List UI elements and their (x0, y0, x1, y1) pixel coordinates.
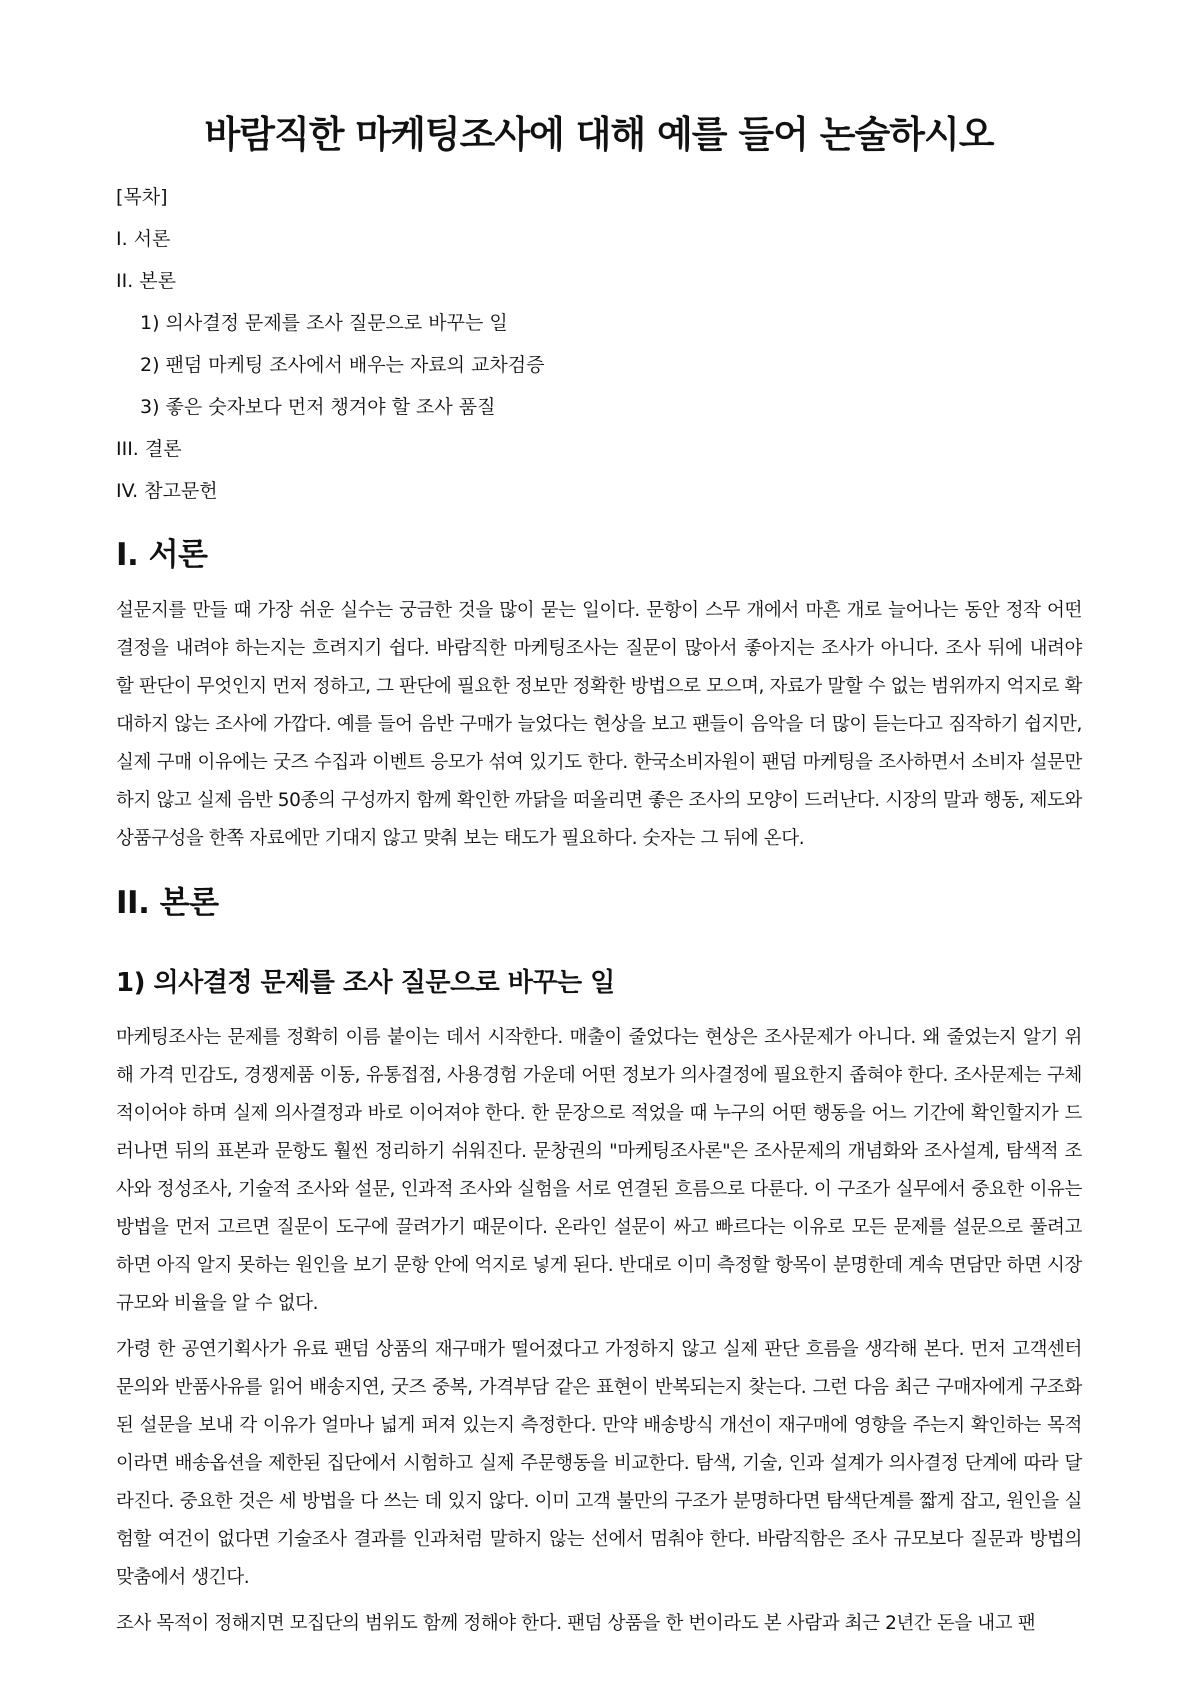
toc-item-sub2: 2) 팬덤 마케팅 조사에서 배우는 자료의 교차검증 (140, 354, 545, 376)
section-heading-body: II. 본론 (116, 885, 219, 921)
toc-item-sub3: 3) 좋은 숫자보다 먼저 챙겨야 할 조사 품질 (140, 396, 496, 418)
toc-item-introduction: I. 서론 (116, 228, 171, 250)
body-paragraph-2: 가령 한 공연기획사가 유료 팬덤 상품의 재구매가 떨어졌다고 가정하지 않고 실제 판단 흐름을 생각해 본다. 먼저 고객센터 문의와 반품사유를 읽어 배송지연, 굿즈 중복, 가격부담 같은 표현이 반복되는지 찾는다. 그런 다음 최근 구매자에게 구조화된 설문을 보내 각 이유가 얼마나 넓게 퍼져 있는지 측정한다. 만약 배송방식 개선이 재구매에 영향을 주는지 확인하는 목적이라면 배송옵션을 제한된 집단에서 시험하고 실제 주문행동을 비교한다. 탐색, 기술, 인과 설계가 의사결정 단계에 따라 달라진다. 중요한 것은 세 방법을 다 쓰는 데 있지 않다. 이미 고객 불만의 구조가 분명하다면 탐색단계를 짧게 잡고, 원인을 실험할 여건이 없다면 기술조사 결과를 인과처럼 말하지 않는 선에서 멈춰야 한다. 바람직함은 조사 규모보다 질문과 방법의 맞춤에서 생긴다. (116, 1339, 1082, 1588)
toc-item-conclusion: III. 결론 (116, 438, 182, 460)
toc-item-sub1: 1) 의사결정 문제를 조사 질문으로 바꾸는 일 (140, 312, 508, 334)
table-of-contents (116, 176, 1082, 512)
document-title: 바람직한 마케팅조사에 대해 예를 들어 논술하시오 (204, 113, 994, 156)
introduction-paragraph: 설문지를 만들 때 가장 쉬운 실수는 궁금한 것을 많이 묻는 일이다. 문항이 스무 개에서 마흔 개로 늘어나는 동안 정작 어떤 결정을 내려야 하는지는 흐려지기 쉽다. 바람직한 마케팅조사는 질문이 많아서 좋아지는 조사가 아니다. 조사 뒤에 내려야 할 판단이 무엇인지 먼저 정하고, 그 판단에 필요한 정보만 정확한 방법으로 모으며, 자료가 말할 수 없는 범위까지 억지로 확대하지 않는 조사에 가깝다. 예를 들어 음반 구매가 늘었다는 현상을 보고 팬들이 음악을 더 많이 듣는다고 짐작하기 쉽지만, 실제 구매 이유에는 굿즈 수집과 이벤트 응모가 섞여 있기도 한다. 한국소비자원이 팬덤 마케팅을 조사하면서 소비자 설문만 하지 않고 실제 음반 50종의 구성까지 함께 확인한 까닭을 떠올리면 좋은 조사의 모양이 드러난다. 시장의 말과 행동, 제도와 상품구성을 한쪽 자료에만 기대지 않고 맞춰 보는 태도가 필요하다. 숫자는 그 뒤에 온다. (116, 600, 1082, 849)
toc-item-references: IV. 참고문헌 (116, 480, 218, 502)
body-paragraph-1: 마케팅조사는 문제를 정확히 이름 붙이는 데서 시작한다. 매출이 줄었다는 현상은 조사문제가 아니다. 왜 줄었는지 알기 위해 가격 민감도, 경쟁제품 이동, 유통접점, 사용경험 가운데 어떤 정보가 의사결정에 필요한지 좁혀야 한다. 조사문제는 구체적이어야 하며 실제 의사결정과 바로 이어져야 한다. 한 문장으로 적었을 때 누구의 어떤 행동을 어느 기간에 확인할지가 드러나면 뒤의 표본과 문항도 훨씬 정리하기 쉬워진다. 문창권의 "마케팅조사론"은 조사문제의 개념화와 조사설계, 탐색적 조사와 정성조사, 기술적 조사와 설문, 인과적 조사와 실험을 서로 연결된 흐름으로 다룬다. 이 구조가 실무에서 중요한 이유는 방법을 먼저 고르면 질문이 도구에 끌려가기 때문이다. 온라인 설문이 싸고 빠르다는 이유로 모든 문제를 설문으로 풀려고 하면 아직 알지 못하는 원인을 보기 문항 안에 억지로 넣게 된다. 반대로 이미 측정할 항목이 분명한데 계속 면담만 하면 시장 규모와 비율을 알 수 없다. (116, 1027, 1082, 1314)
toc-item-body: II. 본론 (116, 270, 176, 292)
toc-header: [목차] (116, 186, 168, 208)
document-page (116, 108, 1082, 1643)
section-heading-introduction: I. 서론 (116, 537, 208, 573)
body-paragraph-3: 조사 목적이 정해지면 모집단의 범위도 함께 정해야 한다. 팬덤 상품을 한 번이라도 본 사람과 최근 2년간 돈을 내고 팬 (116, 1613, 1036, 1634)
subsection-heading-1: 1) 의사결정 문제를 조사 질문으로 바꾸는 일 (116, 968, 615, 998)
